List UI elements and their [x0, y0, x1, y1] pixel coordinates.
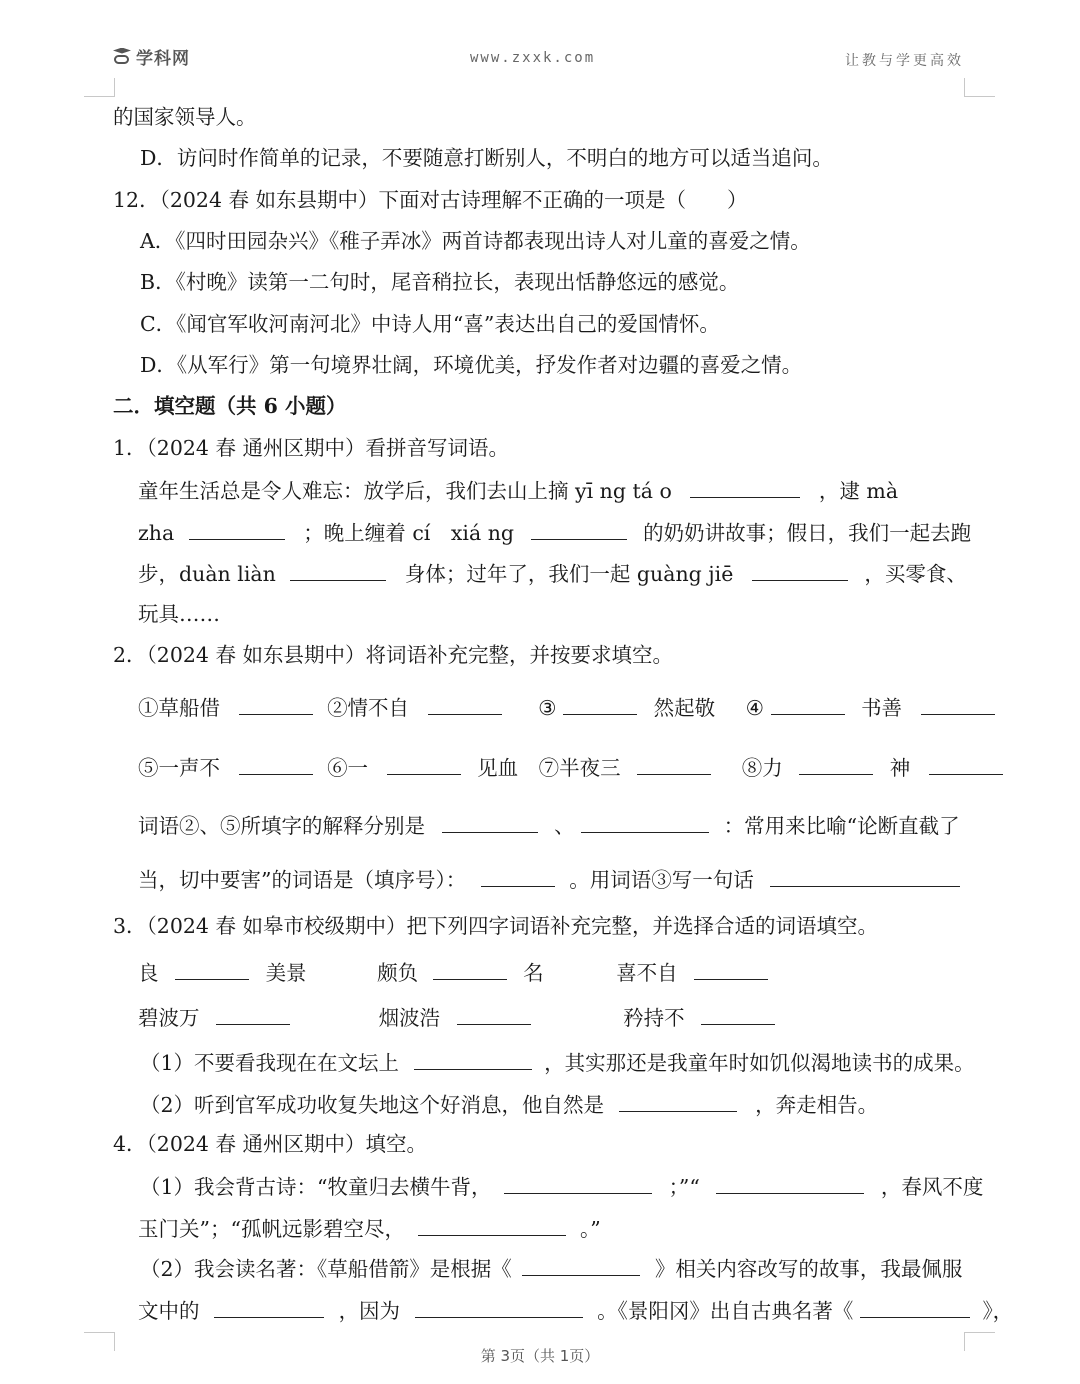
answer-blank[interactable]: [504, 1175, 652, 1194]
text-span: ，其实那还是我童年时如饥似渴地读书的成果。: [544, 1051, 975, 1075]
word-prompt: ③: [538, 696, 557, 720]
text-span: （1）我会背古诗：“牧童归去横牛背，: [140, 1175, 492, 1199]
answer-blank[interactable]: [921, 696, 995, 715]
text-span: ，逮 mà: [818, 479, 899, 503]
word-prompt: ⑦半夜三: [538, 756, 621, 780]
page-footer: 第 3页（共 1页）: [480, 1347, 600, 1365]
word-prompt: 神: [889, 756, 911, 780]
text-span: ；”“: [668, 1175, 700, 1199]
section-title: 二．填空题（共 6 小题）: [113, 394, 347, 418]
answer-blank[interactable]: [418, 1217, 566, 1236]
text-span: （1）不要看我现在在文坛上: [140, 1051, 400, 1075]
answer-blank[interactable]: [694, 961, 768, 980]
answer-blank[interactable]: [770, 868, 960, 887]
answer-blank[interactable]: [175, 961, 249, 980]
word-prompt: ④: [745, 696, 764, 720]
text-span: ，奔走相告。: [755, 1093, 879, 1117]
text-span: zha: [138, 521, 175, 545]
text-span: ，买零食、: [864, 562, 967, 586]
answer-blank[interactable]: [531, 521, 627, 540]
crop-mark-top-left: [84, 78, 115, 97]
option-line: D．访问时作简单的记录，不要随意打断别人，不明白的地方可以适当追问。: [140, 146, 833, 170]
answer-blank[interactable]: [563, 696, 637, 715]
answer-blank[interactable]: [457, 1006, 531, 1025]
answer-blank[interactable]: [860, 1299, 970, 1318]
fill-4-title: 4．（2024 春 通州区期中）填空。: [113, 1132, 427, 1156]
word-prompt: ②情不自: [327, 696, 410, 720]
word-prompt: 良: [138, 961, 159, 985]
text-span: ；晚上缠着 cí xiá ng: [303, 521, 515, 545]
answer-blank[interactable]: [214, 1299, 324, 1318]
fill-3-sentence-2: [140, 1093, 878, 1116]
word-prompt: ⑥一: [327, 756, 369, 780]
text-span: 》相关内容改写的故事，我最佩服: [654, 1257, 963, 1281]
answer-blank[interactable]: [716, 1175, 864, 1194]
text-span: ：常用来比喻“论断直截了: [723, 814, 960, 838]
word-prompt: 烟波浩: [378, 1006, 441, 1030]
text-span: ，因为: [338, 1299, 401, 1323]
answer-blank[interactable]: [752, 562, 848, 581]
fill-1-line-4: 玩具……: [138, 602, 220, 626]
answer-blank[interactable]: [481, 868, 555, 887]
word-row-1: [138, 696, 995, 719]
text-span: 词语②、⑤所填字的解释分别是: [138, 814, 425, 838]
answer-blank[interactable]: [414, 1051, 532, 1070]
text-span: 步，duàn liàn: [138, 562, 276, 586]
option-b: B．《村晚》读第一二句时，尾音稍拉长，表现出恬静悠远的感觉。: [140, 270, 740, 294]
word-row-2: [138, 756, 1003, 779]
fill-1-line-2: [138, 521, 971, 544]
answer-blank[interactable]: [415, 1299, 583, 1318]
text-line: 的国家领导人。: [113, 105, 257, 129]
word-prompt: 矜持不: [623, 1006, 685, 1030]
question-12-title: 12．（2024 春 如东县期中）下面对古诗理解不正确的一项是（ ）: [113, 188, 748, 212]
fill-1-line-3: [138, 562, 967, 585]
text-span: 。用词语③写一句话: [569, 868, 754, 892]
option-a: A．《四时田园杂兴》《稚子弄冰》两首诗都表现出诗人对儿童的喜爱之情。: [140, 229, 811, 253]
fill-4-line-3: [140, 1257, 962, 1280]
fill-1-title: 1．（2024 春 通州区期中）看拼音写词语。: [113, 436, 509, 460]
site-url: www.zxxk.com: [470, 50, 596, 66]
word-prompt: 见血: [477, 756, 519, 780]
answer-blank[interactable]: [929, 756, 1003, 775]
answer-blank[interactable]: [442, 814, 538, 833]
word-prompt: 美景: [265, 961, 307, 985]
answer-blank[interactable]: [799, 756, 873, 775]
word-prompt: ⑧力: [741, 756, 783, 780]
logo: [112, 44, 190, 69]
answer-blank[interactable]: [387, 756, 461, 775]
header-slogan: 让教与学更高效: [845, 53, 964, 69]
text-span: （2）听到官军成功收复失地这个好消息，他自然是: [140, 1093, 605, 1117]
fill-4-line-4: [138, 1299, 1013, 1322]
idiom-row-1: [138, 961, 768, 984]
word-prompt: ⑤一声不: [138, 756, 220, 780]
option-d: D．《从军行》第一句境界壮阔，环境优美，抒发作者对边疆的喜爱之情。: [140, 353, 803, 377]
text-span: 玉门关”；“孤帆远影碧空尽，: [138, 1217, 405, 1241]
word-prompt: 颇负: [377, 961, 419, 985]
answer-blank[interactable]: [433, 961, 507, 980]
fill-3-sentence-1: [140, 1051, 975, 1074]
logo-icon: [112, 48, 132, 66]
option-c: C．《闻官军收河南河北》中诗人用“喜”表达出自己的爱国情怀。: [140, 312, 720, 336]
text-span: （2）我会读名著：《草船借箭》是根据《: [140, 1257, 512, 1281]
logo-text: 学科网: [136, 49, 190, 69]
text-span: 》，: [982, 1299, 1014, 1323]
text-span: 身体；过年了，我们一起 guàng jiē: [404, 562, 734, 586]
answer-blank[interactable]: [701, 1006, 775, 1025]
answer-blank[interactable]: [522, 1257, 640, 1276]
text-span: 的奶奶讲故事；假日，我们一起去跑: [643, 521, 972, 545]
word-prompt: ①草船借: [138, 696, 220, 720]
word-prompt: 书善: [861, 696, 903, 720]
answer-blank[interactable]: [428, 696, 502, 715]
text-span: 文中的: [138, 1299, 200, 1323]
text-span: 、: [554, 814, 575, 838]
idiom-row-2: [138, 1006, 775, 1029]
answer-blank[interactable]: [216, 1006, 290, 1025]
answer-blank[interactable]: [690, 479, 800, 498]
text-span: 当，切中要害”的词语是（填序号）：: [138, 868, 467, 892]
text-span: 童年生活总是令人难忘：放学后，我们去山上摘 yī ng tá o: [138, 479, 672, 503]
page-header: [112, 44, 964, 74]
answer-blank[interactable]: [239, 696, 313, 715]
fill-4-line-1: [140, 1175, 983, 1198]
word-prompt: 名: [523, 961, 544, 985]
fill-2-title: 2．（2024 春 如东县期中）将词语补充完整，并按要求填空。: [113, 643, 673, 667]
answer-blank[interactable]: [189, 521, 285, 540]
word-prompt: 然起敬: [653, 696, 716, 720]
fill-1-line-1: [138, 479, 898, 502]
fill-3-title: 3．（2024 春 如皋市校级期中）把下列四字词语补充完整，并选择合适的词语填空。: [113, 914, 878, 938]
text-span: 。”: [580, 1217, 601, 1241]
text-span: 。《景阳冈》出自古典名著《: [597, 1299, 854, 1323]
answer-blank[interactable]: [619, 1093, 737, 1112]
word-prompt: 喜不自: [616, 961, 678, 985]
crop-mark-top-right: [964, 78, 995, 97]
fill-4-line-2: [138, 1217, 601, 1240]
text-span: ，春风不度: [880, 1175, 984, 1199]
answer-blank[interactable]: [290, 562, 386, 581]
answer-blank[interactable]: [771, 696, 845, 715]
fill-2-line-4: [138, 868, 960, 891]
answer-blank[interactable]: [637, 756, 711, 775]
fill-2-line-3: [138, 814, 960, 837]
answer-blank[interactable]: [239, 756, 313, 775]
word-prompt: 碧波万: [138, 1006, 200, 1030]
answer-blank[interactable]: [581, 814, 709, 833]
